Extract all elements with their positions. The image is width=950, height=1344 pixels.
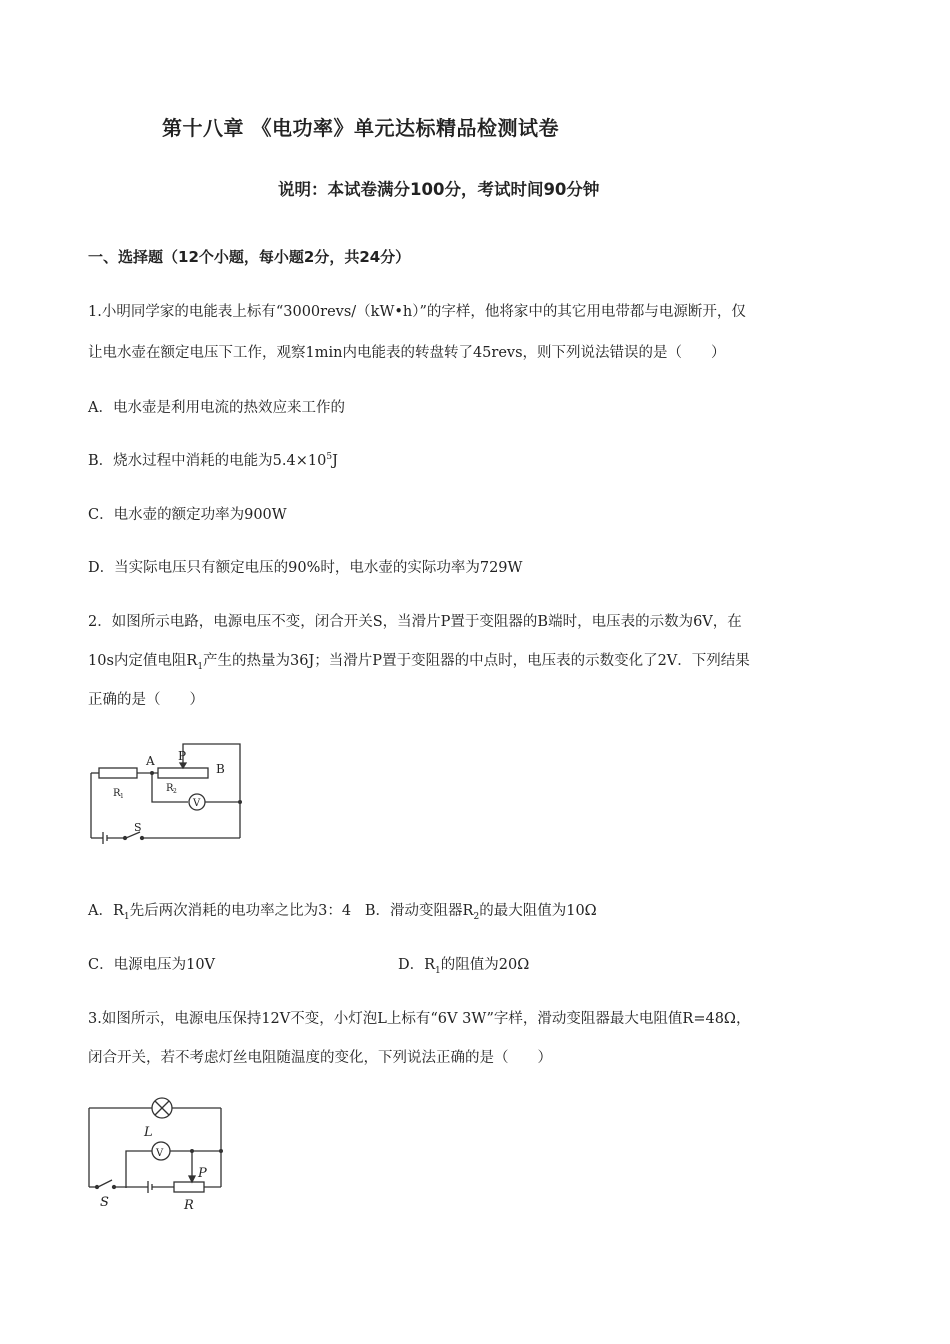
q2-circuit-diagram: [86, 740, 248, 844]
q2-optD-rest: 的阻值为20Ω: [440, 957, 530, 973]
q1-option-a: A．电水壶是利用电流的热效应来工作的: [88, 400, 345, 416]
q1-option-b: [88, 449, 338, 470]
lamp-label-l: L: [144, 1125, 153, 1140]
q2-optB-text: B．滑动变阻器R: [364, 903, 474, 919]
r1-label: R: [113, 788, 121, 799]
q2-line2-text: 10s内定值电阻R: [88, 653, 198, 669]
resistor-r1: [99, 768, 137, 778]
section-heading: 一、选择题（12个小题，每小题2分，共24分）: [88, 248, 411, 266]
q1-option-d: D．当实际电压只有额定电压的90%时，电水壶的实际功率为729W: [88, 560, 523, 576]
q1-text-line-2: 让电水壶在额定电压下工作，观察1min内电能表的转盘转了45revs，则下列说法错误的是（ ）: [88, 345, 726, 361]
q3-circuit-diagram: [82, 1096, 232, 1214]
voltmeter-label: V: [193, 798, 201, 809]
q2-optB-rest: 的最大阻值为10Ω: [479, 903, 597, 919]
q3-text-line-2: 闭合开关，若不考虑灯丝电阻随温度的变化，下列说法正确的是（ ）: [88, 1050, 552, 1066]
node-label-b: B: [216, 762, 225, 776]
rheostat-label-r: R: [184, 1198, 194, 1213]
switch-label-s: S: [134, 821, 142, 834]
switch-label-s: S: [100, 1195, 109, 1210]
q3-text-line-1: 3.如图所示，电源电压保持12V不变，小灯泡L上标有“6V 3W”字样，滑动变阻器最大电阻值R=48Ω，: [88, 1011, 751, 1027]
voltmeter-label: V: [156, 1148, 164, 1159]
switch-s: [98, 1180, 112, 1187]
q2-optB-sub: 2: [473, 911, 480, 922]
q2-optD-sub: 1: [435, 965, 441, 976]
r2-label-sub: 2: [173, 788, 177, 795]
q2-line2-subscript: 1: [197, 661, 204, 672]
q2-option-a: [88, 899, 597, 922]
q1-option-b-text: B．烧水过程中消耗的电能为5.4×10: [88, 453, 327, 469]
rheostat-r2: [158, 768, 208, 778]
q2-line2-rest: 产生的热量为36J；当滑片P置于变阻器的中点时，电压表的示数变化了2V．下列结果: [203, 653, 750, 669]
q2-optA-text: A．R: [88, 903, 124, 919]
q2-text-line-1: 2．如图所示电路，电源电压不变，闭合开关S，当滑片P置于变阻器的B端时，电压表的示数为6V，在: [88, 614, 742, 630]
r1-label-sub: 1: [120, 793, 124, 800]
q1-option-b-exponent: 5: [326, 452, 333, 463]
q2-optD-text: D．R: [398, 957, 436, 973]
q2-text-line-3: 正确的是（ ）: [88, 692, 204, 708]
slider-label-p: P: [198, 1166, 207, 1181]
q2-option-c: C．电源电压为10V: [88, 957, 216, 973]
q2-optA-sub: 1: [123, 911, 130, 922]
q2-option-d: [398, 953, 529, 976]
q2-text-line-2: [88, 649, 750, 672]
q1-option-b-unit: J: [332, 453, 338, 469]
node-label-a: A: [146, 754, 155, 768]
q1-option-c: C．电水壶的额定功率为900W: [88, 507, 287, 523]
r2-label: R: [166, 783, 174, 794]
slider-label-p: P: [178, 749, 187, 763]
rheostat-r: [174, 1182, 204, 1192]
q1-text-line-1: 1.小明同学家的电能表上标有“3000revs/（kW•h）”的字样，他将家中的其它用电带都与电源断开，仅: [88, 304, 746, 320]
document-title: 第十八章 《电功率》单元达标精品检测试卷: [162, 116, 559, 140]
document-subtitle: 说明：本试卷满分100分，考试时间90分钟: [278, 180, 600, 199]
q2-optA-rest: 先后两次消耗的电功率之比为3：4: [129, 903, 352, 919]
